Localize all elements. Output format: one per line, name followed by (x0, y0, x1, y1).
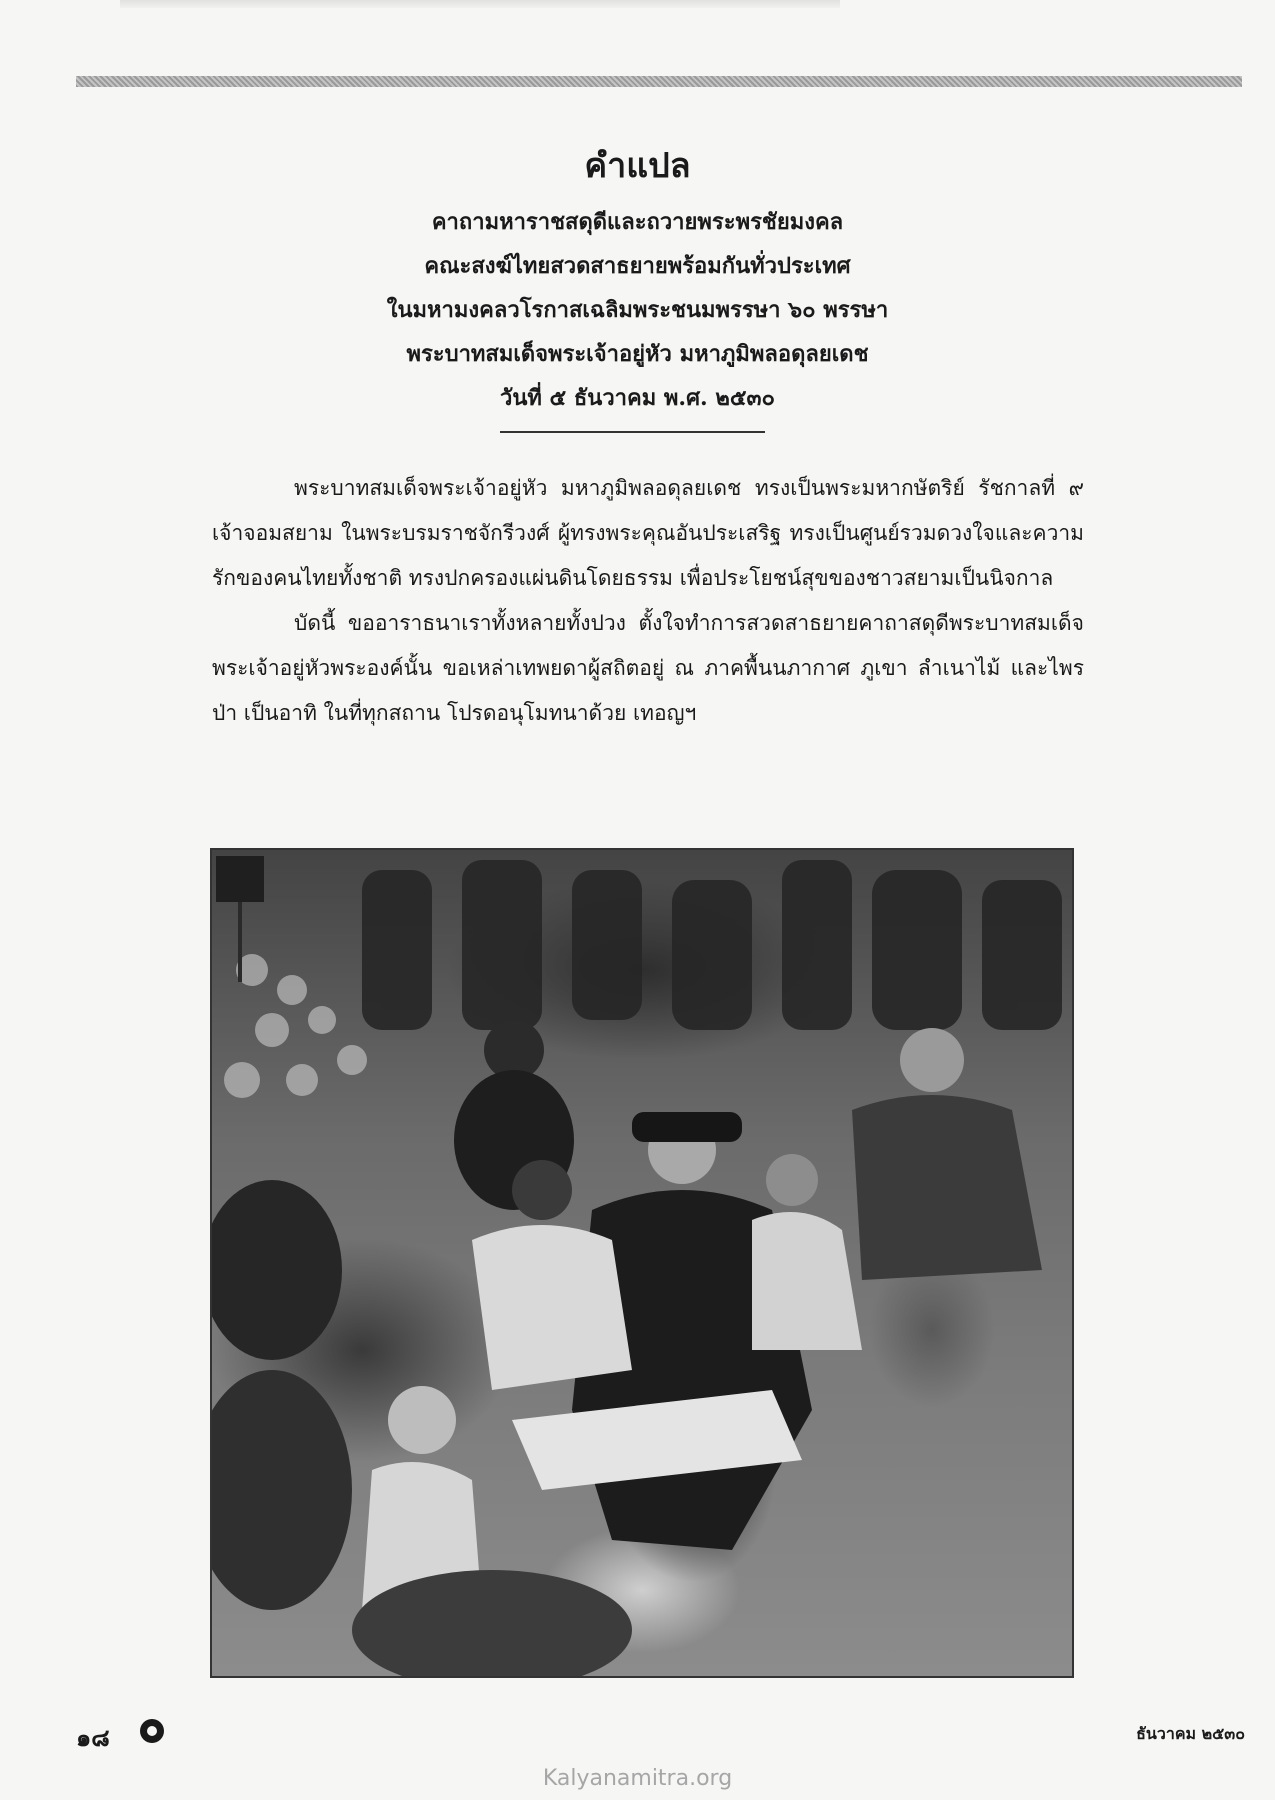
title-underline (500, 431, 765, 433)
paragraph: บัดนี้ ขออาราธนาเราทั้งหลายทั้งปวง ตั้งใจทำการสวดสาธยายคาถาสดุดีพระบาทสมเด็จพระเจ้าอยู่หัวพระองค์นั้น ขอเหล่าเทพยดาผู้สถิตอยู่ ณ ภาคพื้นนภากาศ ภูเขา ลำเนาไม้ และไพรป่า เป็นอาทิ ในที่ทุกสถาน โปรดอนุโมทนาด้วย เทอญฯ (212, 611, 1084, 725)
subtitle-line: คณะสงฆ์ไทยสวดสาธยายพร้อมกันทั่วประเทศ (424, 253, 851, 279)
page-title: คำแปล (584, 146, 691, 186)
page-number: ๑๘ (76, 1723, 110, 1752)
body-text (212, 466, 1084, 736)
bleed-through-mark (120, 0, 840, 8)
paragraph: พระบาทสมเด็จพระเจ้าอยู่หัว มหาภูมิพลอดุลยเดช ทรงเป็นพระมหากษัตริย์ รัชกาลที่ ๙ เจ้าจอมสยาม ในพระบรมราชจักรีวงศ์ ผู้ทรงพระคุณอันประเสริฐ ทรงเป็นศูนย์รวมดวงใจและความรักของคนไทยทั้งชาติ ทรงปกครองแผ่นดินโดยธรรม เพื่อประโยชน์สุขของชาวสยามเป็นนิจกาล (212, 476, 1084, 590)
photo-illustration (212, 850, 1072, 1676)
subtitle-line: ในมหามงคลวโรกาสเฉลิมพระชนมพรรษา ๖๐ พรรษา (386, 297, 889, 323)
subtitle-block (0, 200, 1275, 420)
subtitle-date: วันที่ ๕ ธันวาคม พ.ศ. ๒๕๓๐ (500, 385, 775, 411)
subtitle-line: คาถามหาราชสดุดีและถวายพระพรชัยมงคล (431, 209, 844, 235)
page-marker-icon (140, 1719, 164, 1743)
subtitle-line: พระบาทสมเด็จพระเจ้าอยู่หัว มหาภูมิพลอดุลยเดช (406, 341, 869, 367)
issue-date: ธันวาคม ๒๕๓๐ (1136, 1724, 1245, 1743)
header-rule (76, 76, 1242, 87)
ceremony-photo (210, 848, 1074, 1678)
watermark: Kalyanamitra.org (542, 1766, 733, 1791)
